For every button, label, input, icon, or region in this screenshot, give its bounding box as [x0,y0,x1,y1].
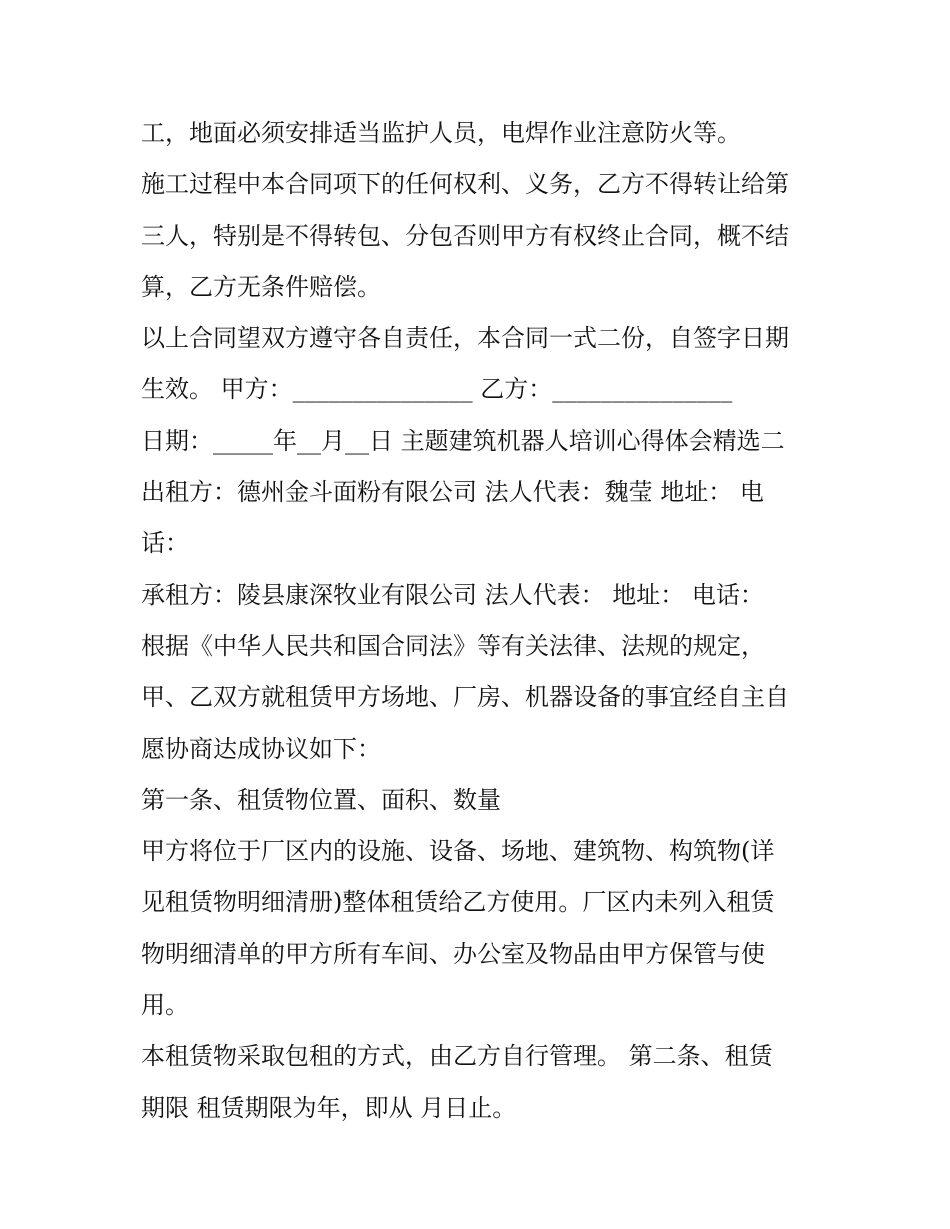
text-line: 愿协商达成协议如下： [141,734,381,763]
text-line: 日期：_____年__月__日 主题建筑机器人培训心得体会精选二 [141,426,785,455]
text-line: 用。 [141,991,189,1020]
text-line: 三人，特别是不得转包、分包否则甲方有权终止合同，概不结 [141,221,789,250]
text-line: 本租赁物采取包租的方式，由乙方自行管理。 第二条、租赁 [141,1042,773,1071]
text-line: 出租方：德州金斗面粉有限公司 法人代表：魏莹 地址： 电 [141,478,764,507]
text-line: 期限 租赁期限为年，即从 月日止。 [141,1093,517,1122]
text-line: 第一条、租赁物位置、面积、数量 [141,785,501,814]
text-line: 算，乙方无条件赔偿。 [141,272,381,301]
text-line: 甲、乙双方就租赁甲方场地、厂房、机器设备的事宜经自主自 [141,683,789,712]
text-line: 见租赁物明细清册)整体租赁给乙方使用。厂区内未列入租赁 [141,888,775,917]
text-line: 工，地面必须安排适当监护人员，电焊作业注意防火等。 [141,119,741,147]
text-line: 以上合同望双方遵守各自责任，本合同一式二份，自签字日期 [141,324,789,353]
text-line: 话： [141,529,189,558]
text-line: 甲方将位于厂区内的设施、设备、场地、建筑物、构筑物(详 [141,837,775,866]
text-line: 生效。 甲方：_______________ 乙方：_______________ [141,375,733,404]
document-body [141,108,821,1134]
text-line: 物明细清单的甲方所有车间、办公室及物品由甲方保管与使 [141,939,765,968]
text-line: 施工过程中本合同项下的任何权利、义务，乙方不得转让给第 [141,170,789,199]
text-line: 根据《中华人民共和国合同法》等有关法律、法规的规定， [141,631,765,660]
text-line: 承租方：陵县康深牧业有限公司 法人代表： 地址： 电话： [141,580,764,609]
